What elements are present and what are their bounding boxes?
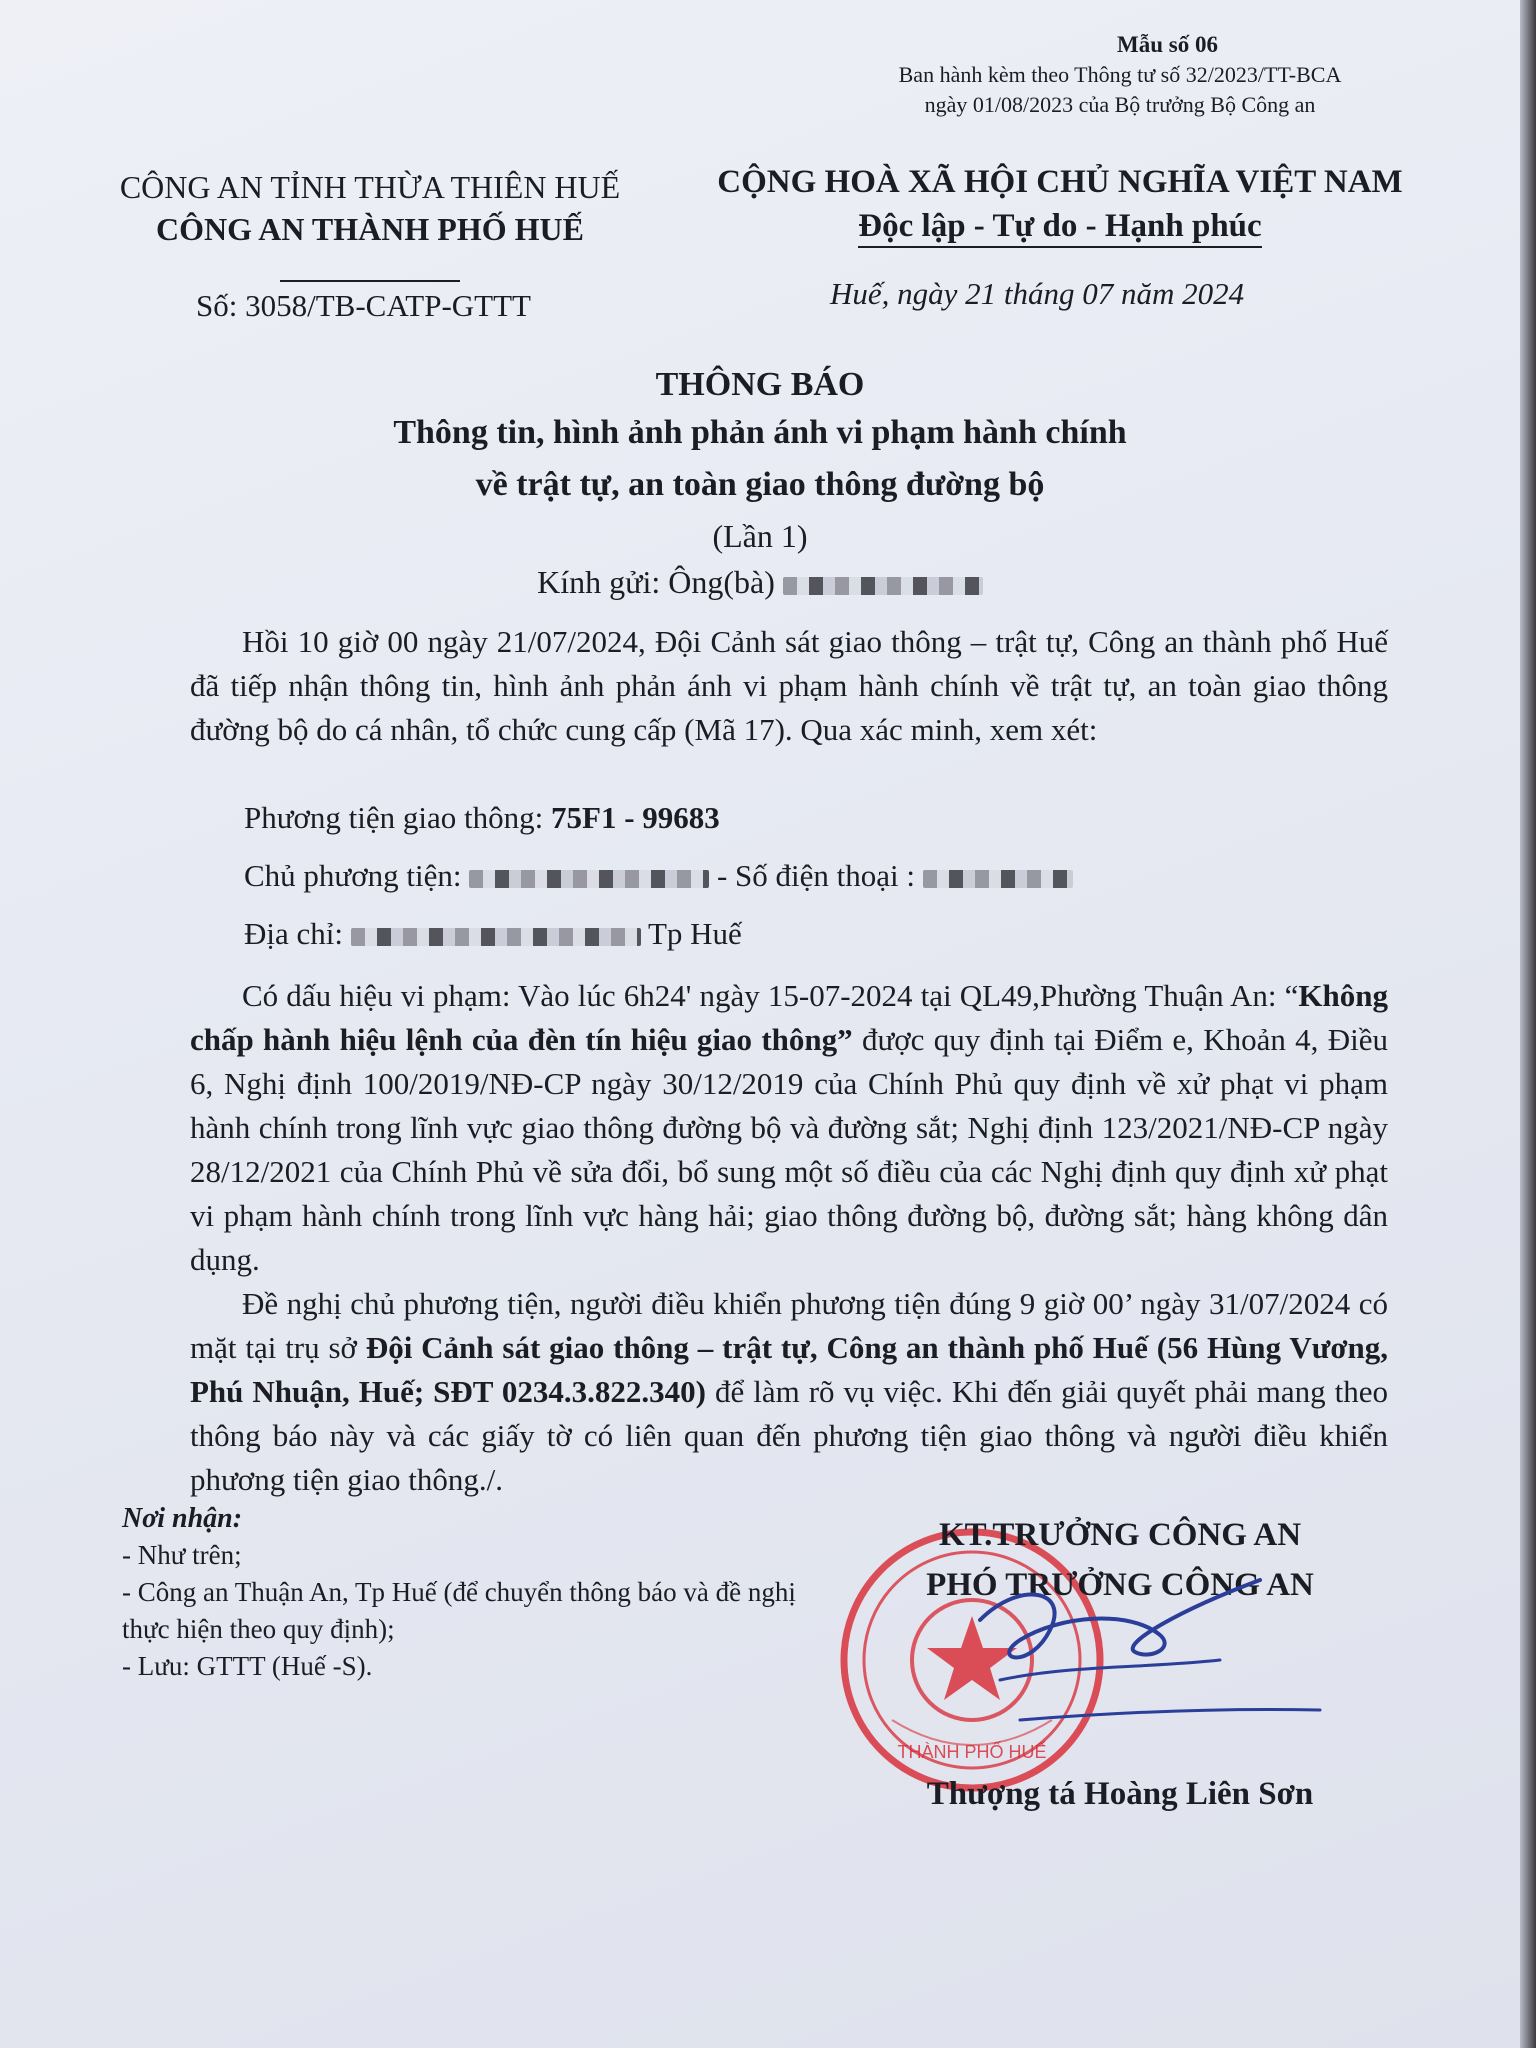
agency-underline [280, 280, 460, 282]
vehicle-plate: 75F1 - 99683 [551, 800, 720, 835]
page-edge-shadow [1520, 0, 1536, 2048]
issued-with-line-1: Ban hành kèm theo Thông tư số 32/2023/TT-BCA [898, 62, 1342, 87]
recipient-label: Kính gửi: Ông(bà) [537, 564, 775, 600]
address-label: Địa chỉ: [244, 916, 351, 951]
agency-line-1: CÔNG AN TỈNH THỪA THIÊN HUẾ [119, 169, 621, 205]
summons-intro: Đề nghị chủ phương tiện, người điều khiển phương tiện đúng 9 giờ 00’ ngày 31/07/2024 có mặt tại trụ sở [190, 1286, 1388, 1365]
document-date: Huế, ngày 21 tháng 07 năm 2024 [830, 276, 1245, 311]
recipient-line [0, 564, 1520, 601]
document-subtitle-2: về trật tự, an toàn giao thông đường bộ [475, 466, 1045, 503]
recipient-item: - Lưu: GTTT (Huế -S). [122, 1651, 373, 1681]
address-city: Tp Huế [647, 916, 742, 951]
redacted-owner-name [469, 870, 709, 888]
violation-description: Không chấp hành hiệu lệnh của đèn tín hiệu giao thông” [190, 978, 1388, 1057]
form-number: Mẫu số 06 [1117, 32, 1218, 57]
recipients-heading: Nơi nhận: [122, 1503, 243, 1534]
violation-legal-basis: được quy định tại Điểm e, Khoản 4, Điều 6, Nghị định 100/2019/NĐ-CP ngày 30/12/2019 của Chính Phủ quy định về xử phạt vi phạm hành chính trong lĩnh vực giao thông đường bộ và đường sắt; Nghị định 123/2021/NĐ-CP ngày 28/12/2021 của Chính Phủ về sửa đổi, bổ sung một số điều của các Nghị định quy định xử phạt vi phạm hành chính trong lĩnh vực hàng hải; giao thông đường bộ, đường sắt; hàng không dân dụng. [190, 1022, 1389, 1277]
violation-paragraph [190, 974, 1388, 1282]
redacted-recipient-name [783, 577, 983, 595]
redacted-phone-number [923, 870, 1073, 888]
phone-label: - Số điện thoại : [716, 858, 923, 893]
document-title: THÔNG BÁO [655, 366, 865, 403]
document-number: Số: 3058/TB-CATP-GTTT [196, 288, 531, 323]
issuing-agency [90, 166, 650, 292]
handwritten-signature [960, 1540, 1340, 1740]
document-subtitle-1: Thông tin, hình ảnh phản ánh vi phạm hành chính [393, 414, 1127, 451]
issued-with-note [860, 60, 1380, 120]
recipients-list [122, 1500, 802, 1685]
recipient-item: - Công an Thuận An, Tp Huế (để chuyển thông báo và đề nghị thực hiện theo quy định); [122, 1577, 796, 1644]
notice-count: (Lần 1) [712, 518, 808, 554]
national-motto [680, 160, 1440, 248]
summons-paragraph [190, 1282, 1388, 1502]
signer-role-2: PHÓ TRƯỞNG CÔNG AN [926, 1567, 1314, 1603]
recipient-item: - Như trên; [122, 1540, 242, 1570]
nation-line-2: Độc lập - Tự do - Hạnh phúc [858, 208, 1261, 248]
summons-location: Đội Cảnh sát giao thông – trật tự, Công an thành phố Huế (56 Hùng Vương, Phú Nhuận, Huế; SĐT 0234.3.822.340) [190, 1330, 1388, 1409]
agency-line-2: CÔNG AN THÀNH PHỐ HUẾ [156, 211, 584, 247]
owner-line [244, 858, 1073, 894]
vehicle-label: Phương tiện giao thông: [244, 800, 552, 835]
issued-with-line-2: ngày 01/08/2023 của Bộ trưởng Bộ Công an [924, 92, 1316, 117]
owner-label: Chủ phương tiện: [244, 858, 470, 893]
seal-ring-text: THÀNH PHỐ HUẾ [897, 1742, 1047, 1762]
redacted-address [351, 928, 641, 946]
vehicle-line [244, 800, 720, 836]
violation-intro: Có dấu hiệu vi phạm: Vào lúc 6h24' ngày 15-07-2024 tại QL49,Phường Thuận An: “ [242, 978, 1299, 1013]
summons-instructions: để làm rõ vụ việc. Khi đến giải quyết phải mang theo thông báo này và các giấy tờ có liên quan đến phương tiện giao thông và người điều khiển phương tiện giao thông./. [190, 1374, 1389, 1497]
address-line [244, 916, 742, 952]
intro-paragraph: Hồi 10 giờ 00 ngày 21/07/2024, Đội Cảnh sát giao thông – trật tự, Công an thành phố Huế đã tiếp nhận thông tin, hình ảnh phản ánh vi phạm hành chính về trật tự, an toàn giao thông đường bộ do cá nhân, tổ chức cung cấp (Mã 17). Qua xác minh, xem xét: [190, 624, 1388, 747]
signer-role-1: KT.TRƯỞNG CÔNG AN [938, 1517, 1302, 1553]
signer-name: Thượng tá Hoàng Liên Sơn [926, 1776, 1314, 1812]
nation-line-1: CỘNG HOÀ XÃ HỘI CHỦ NGHĨA VIỆT NAM [717, 164, 1403, 200]
